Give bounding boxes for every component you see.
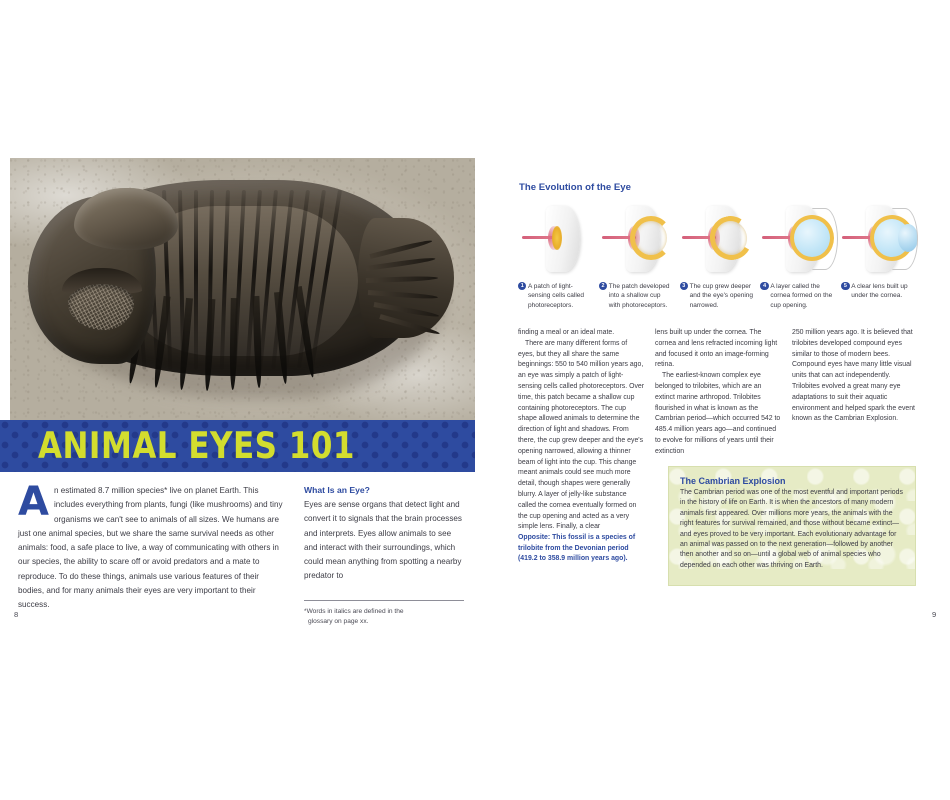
drop-cap: A <box>18 479 49 525</box>
eye-stage-1 <box>520 200 600 278</box>
evolution-diagram-title: The Evolution of the Eye <box>519 182 631 193</box>
stage-number-badge: 3 <box>680 282 688 290</box>
trilobite-fossil-photo <box>10 158 475 423</box>
stage-number-badge: 5 <box>841 282 849 290</box>
eye-stage-caption-2 <box>599 282 673 310</box>
eye-stage-2 <box>600 200 680 278</box>
trilobite-compound-eye <box>68 284 134 330</box>
column3-paragraph-1: 250 million years ago. It is believed that trilobites developed compound eyes similar to those of modern bees. Compound eyes have many little visual units that can act independently. Trilobites evolved a great many eye adaptations to suit their aquatic environment and helped spark the event known as the Cambrian Explosion. <box>792 329 915 423</box>
shallow-cup-icon <box>630 216 672 260</box>
eye-stage-caption-1 <box>518 282 592 310</box>
opposite-photo-caption: Opposite: This fossil is a species of trilobite from the Devonian period (419.2 to 358.9 million years ago). <box>518 534 636 563</box>
stage-number-badge: 1 <box>518 282 526 290</box>
footnote-line-1: *Words in italics are defined in the <box>304 607 404 615</box>
eye-stage-captions <box>518 282 922 310</box>
cornea-layer-icon <box>892 208 918 270</box>
column2-paragraph-1: lens built up under the cornea. The cornea and lens refracted incoming light and focused it onto an image-forming retina. <box>655 329 778 369</box>
left-page-columns <box>18 479 468 627</box>
cambrian-explosion-body: The Cambrian period was one of the most eventful and important periods in the history of life on Earth. It is when the ancestors of many modern animals first appeared. Over millions more years, the animals with the right features for survival remained, and those without became extinct—and eyes proved to be very important. Each evolutionary advantage for an animal was passed on to the next generation—followed by another then another and so on—until a global web of animal species who depended on each other was thriving on Earth. <box>680 489 903 569</box>
stage-caption-text: A layer called the cornea formed on the cup opening. <box>770 283 833 309</box>
cambrian-explosion-box <box>668 466 916 586</box>
left-page <box>0 0 475 640</box>
eye-stage-5 <box>840 200 920 278</box>
what-is-an-eye-body: Eyes are sense organs that detect light and convert it to signals that the brain processes and interprets. Eyes allow animals to see and interact with their surroundings, which could mean anything from spotting a nearby predator to <box>304 500 462 581</box>
eye-evolution-diagram <box>520 200 920 278</box>
photoreceptor-patch-icon <box>552 226 562 250</box>
eye-stage-3 <box>680 200 760 278</box>
intro-body-text <box>18 479 286 627</box>
cambrian-explosion-heading: The Cambrian Explosion <box>680 476 786 486</box>
column2-paragraph-2: The earliest-known complex eye belonged to trilobites, which are an extinct marine arthropod. Trilobites flourished in what is known as the Cambrian period—which occurred 542 to 485.4 million years ago—and continued to evolve for millions of years until their extinction <box>655 372 781 455</box>
page-title: ANIMAL EYES 101 <box>38 424 355 468</box>
what-is-an-eye-heading: What Is an Eye? <box>304 485 370 495</box>
trilobite-glabella <box>74 188 178 250</box>
eye-stage-caption-4 <box>760 282 834 310</box>
stage-caption-text: The cup grew deeper and the eye's opening narrowed. <box>689 283 753 309</box>
eye-stage-caption-3 <box>680 282 754 310</box>
eye-stage-4 <box>760 200 840 278</box>
cornea-layer-icon <box>812 208 838 270</box>
right-column-1 <box>518 328 644 565</box>
column1-paragraph-2: There are many different forms of eyes, but they all share the same beginnings: 550 to 540 million years ago, an eye was simply a patch of light-sensing cells called photoreceptors. Over time, this patch became a shallow cup containing photoreceptors. The cup shape allowed animals to determine the direction of light and shadows. From there, the cup grew deeper and the eye's opening narrowed, allowing a thinner beam of light into the cup. This change meant animals could see much more detail, though shapes were generally blurry. A layer of jelly-like substance called the cornea eventually formed on the cup opening and acted as a very simple lens. Finally, a clear <box>518 339 645 531</box>
what-is-an-eye-section <box>304 484 464 627</box>
column1-paragraph-1: finding a meal or an ideal mate. <box>518 329 615 336</box>
stage-caption-text: A patch of light-sensing cells called photoreceptors. <box>528 283 585 309</box>
footnote-line-2: glossary on page xx. <box>308 617 369 625</box>
intro-paragraph: n estimated 8.7 million species* live on planet Earth. This includes everything from plants, fungi (like mushrooms) and tiny organisms we can't see to animals of all sizes. We humans are just one animal species, but we share the same survival needs as other animals: food, a safe place to live, a way of communicating with others in our species, the ability to scare off or avoid predators and a mate to reproduce. To do these things, animals use various features of their bodies, and for many animals their eyes are very important to their success. <box>18 486 283 610</box>
stage-caption-text: The patch developed into a shallow cup with photoreceptors. <box>608 283 670 309</box>
trilobite-illustration <box>28 174 458 406</box>
italics-footnote <box>304 600 464 627</box>
eye-stage-caption-5 <box>841 282 915 310</box>
stage-number-badge: 2 <box>599 282 607 290</box>
stage-caption-text: A clear lens built up under the cornea. <box>851 283 908 300</box>
page-number-left: 8 <box>14 610 19 619</box>
page-number-right: 9 <box>932 610 937 619</box>
stage-number-badge: 4 <box>760 282 768 290</box>
trilobite-cephalon <box>28 196 156 364</box>
article-title-banner <box>0 420 475 472</box>
